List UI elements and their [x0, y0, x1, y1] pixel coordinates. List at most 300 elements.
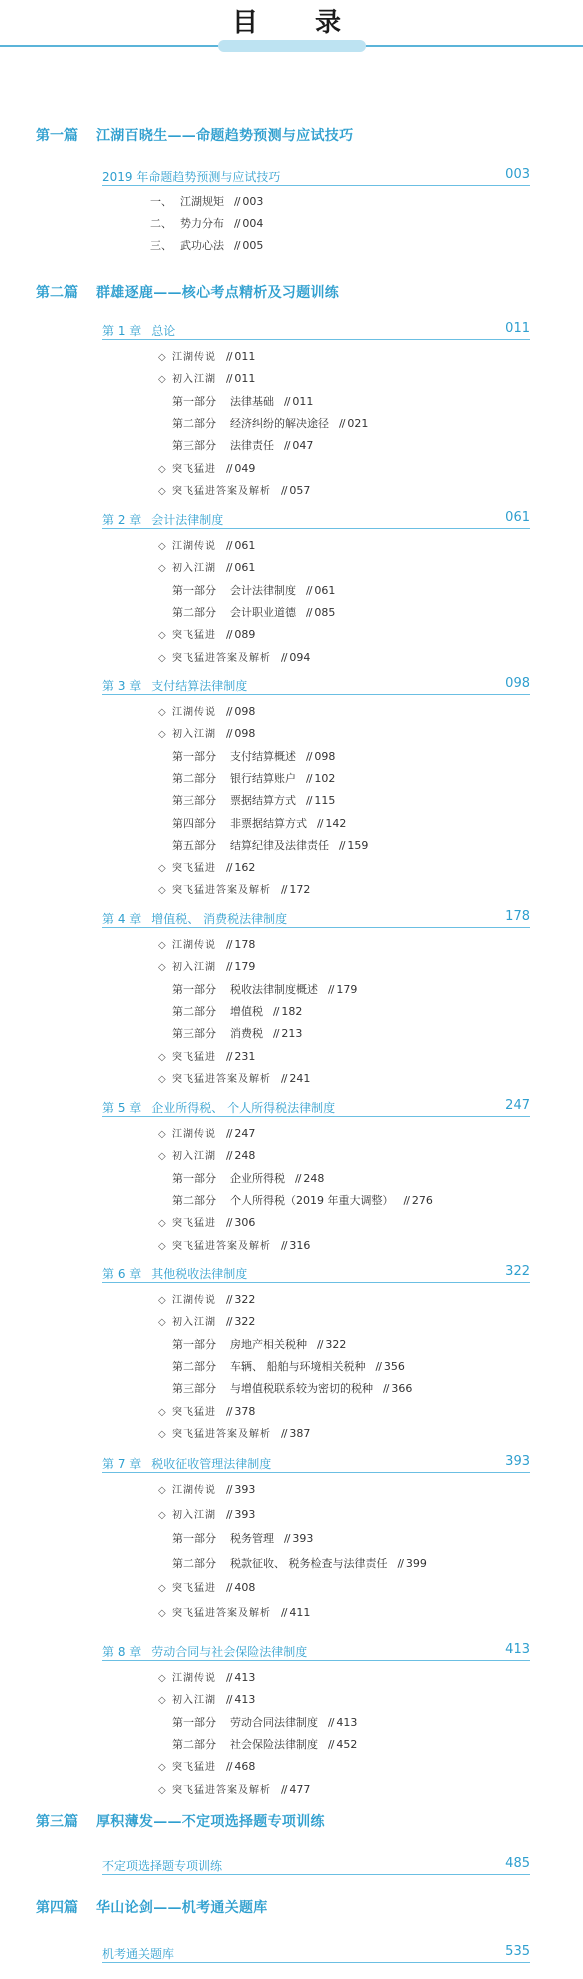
entry-title: 初入江湖	[172, 1317, 216, 1329]
toc-entry-diamond[interactable]	[158, 370, 255, 385]
diamond-icon: ◇	[158, 485, 166, 497]
toc-entry-section[interactable]	[172, 837, 368, 853]
entry-title: 增值税	[230, 1004, 263, 1018]
part-number: 第二篇	[36, 285, 78, 301]
toc-entry-diamond[interactable]	[158, 1313, 255, 1328]
section-number: 第二部分	[172, 416, 216, 430]
entry-title: 会计法律制度	[230, 583, 296, 597]
toc-entry-section[interactable]	[172, 770, 335, 786]
chapter-row[interactable]	[102, 510, 530, 529]
diamond-icon: ◇	[158, 1240, 166, 1252]
chapter-title-group	[102, 511, 223, 528]
separator: //	[403, 1193, 409, 1207]
entry-page: 061	[234, 539, 256, 552]
chapter-row[interactable]	[102, 676, 530, 695]
toc-entry-section[interactable]	[172, 1170, 324, 1186]
chapter-row[interactable]	[102, 1856, 530, 1875]
toc-entry-section[interactable]	[172, 1555, 427, 1571]
chapter-number: 第 1 章	[102, 324, 142, 338]
separator: //	[226, 1049, 232, 1063]
entry-title: 税款征收、 税务检查与法律责任	[230, 1556, 388, 1570]
chapter-page: 393	[505, 1454, 530, 1469]
entry-title: 非票据结算方式	[230, 816, 307, 830]
toc-entry-diamond[interactable]	[158, 1403, 255, 1418]
part-title: 华山论剑——机考通关题库	[96, 1900, 268, 1916]
entry-page: 098	[234, 727, 256, 741]
toc-entry-diamond[interactable]	[158, 348, 255, 363]
entry-number: 三、	[150, 239, 172, 252]
entry-title: 江湖规矩	[180, 195, 224, 208]
entry-page: 411	[289, 1605, 311, 1619]
entry-page: 356	[383, 1359, 405, 1373]
entry-page: 089	[234, 628, 256, 642]
entry-page: 061	[314, 583, 336, 597]
separator: //	[234, 195, 240, 208]
toc-entry-diamond[interactable]	[158, 859, 255, 874]
entry-page: 247	[234, 1127, 256, 1140]
separator: //	[339, 838, 345, 852]
entry-title: 突飞猛进	[172, 1762, 216, 1774]
section-number: 第二部分	[172, 605, 216, 619]
entry-title: 房地产相关税种	[230, 1337, 307, 1351]
entry-title: 江湖传说	[172, 707, 216, 718]
entry-page: 378	[234, 1404, 256, 1418]
section-number: 第一部分	[172, 982, 216, 996]
toc-entry-section[interactable]	[172, 1714, 357, 1730]
separator: //	[226, 628, 232, 642]
entry-title: 初入江湖	[172, 563, 216, 575]
chapter-title: 企业所得税、 个人所得税法律制度	[151, 1101, 336, 1115]
toc-entry-diamond[interactable]	[158, 1048, 255, 1063]
diamond-icon: ◇	[158, 1218, 166, 1230]
toc-entry-diamond[interactable]	[158, 1425, 310, 1440]
toc-entry-diamond[interactable]	[158, 1147, 255, 1162]
separator: //	[226, 1315, 232, 1329]
toc-entry-section[interactable]	[172, 815, 346, 831]
chapter-row[interactable]	[102, 1944, 530, 1963]
entry-title: 突飞猛进答案及解析	[172, 1073, 271, 1085]
entry-title: 初入江湖	[172, 374, 216, 386]
diamond-icon: ◇	[158, 630, 166, 642]
entry-page: 366	[391, 1382, 413, 1396]
diamond-icon: ◇	[158, 563, 166, 575]
separator: //	[234, 217, 240, 230]
separator: //	[226, 1483, 232, 1496]
separator: //	[226, 861, 232, 875]
separator: //	[397, 1556, 403, 1570]
section-number: 第一部分	[172, 1715, 216, 1729]
separator: //	[281, 1605, 287, 1619]
separator: //	[328, 982, 334, 996]
chapter-row[interactable]	[102, 909, 530, 928]
diamond-icon: ◇	[158, 962, 166, 974]
entry-title: 突飞猛进	[172, 463, 216, 475]
toc-entry-section[interactable]	[172, 1358, 405, 1374]
entry-title: 消费税	[230, 1027, 263, 1041]
part-title: 厚积薄发——不定项选择题专项训练	[96, 1814, 325, 1830]
diamond-icon: ◇	[158, 1428, 166, 1440]
entry-title: 票据结算方式	[230, 794, 296, 808]
section-number: 第二部分	[172, 771, 216, 785]
diamond-icon: ◇	[158, 652, 166, 664]
separator: //	[226, 1693, 232, 1707]
chapter-page: 098	[505, 676, 530, 691]
entry-title: 江湖传说	[172, 1295, 216, 1306]
entry-page: 322	[234, 1315, 256, 1329]
separator: //	[226, 1507, 232, 1521]
section-number: 第一部分	[172, 394, 216, 408]
diamond-icon: ◇	[158, 1695, 166, 1707]
part-heading[interactable]	[36, 1811, 325, 1831]
entry-title: 税务管理	[230, 1532, 274, 1545]
section-number: 第一部分	[172, 1171, 216, 1185]
entry-title: 势力分布	[180, 217, 224, 230]
entry-page: 049	[234, 461, 256, 475]
entry-title: 经济纠纷的解决途径	[230, 416, 329, 430]
toc-entry-section[interactable]	[172, 1025, 302, 1041]
section-number: 第一部分	[172, 1337, 216, 1351]
entry-title: 突飞猛进答案及解析	[172, 1240, 271, 1252]
toc-entry-diamond[interactable]	[158, 1781, 310, 1796]
toc-entry-diamond[interactable]	[158, 1579, 255, 1594]
toc-entry-diamond[interactable]	[158, 881, 310, 896]
entry-page: 213	[281, 1027, 303, 1041]
toc-entry-section[interactable]	[172, 1530, 313, 1546]
diamond-icon: ◇	[158, 1762, 166, 1774]
chapter-row[interactable]	[102, 167, 530, 186]
toc-entry-diamond[interactable]	[158, 703, 255, 718]
separator: //	[226, 1404, 232, 1418]
separator: //	[306, 605, 312, 619]
entry-title: 法律责任	[230, 439, 274, 453]
separator: //	[375, 1359, 381, 1373]
section-number: 第一部分	[172, 749, 216, 763]
entry-page: 005	[242, 239, 264, 252]
toc-entry-diamond[interactable]	[158, 1691, 255, 1706]
chapter-title: 其他税收法律制度	[151, 1267, 248, 1281]
separator: //	[306, 771, 312, 785]
entry-page: 413	[234, 1671, 256, 1684]
entry-page: 248	[234, 1149, 256, 1163]
entry-page: 276	[411, 1193, 433, 1207]
chapter-row[interactable]	[102, 1642, 530, 1661]
chapter-title-group	[102, 1643, 307, 1660]
toc-entry-diamond[interactable]	[158, 1481, 255, 1496]
toc-header	[0, 0, 583, 60]
separator: //	[226, 1127, 232, 1140]
chapter-row[interactable]	[102, 1098, 530, 1117]
toc-entry[interactable]	[150, 215, 263, 231]
chapter-page: 247	[505, 1098, 530, 1113]
chapter-row[interactable]	[102, 1264, 530, 1283]
entry-page: 241	[289, 1071, 311, 1085]
chapter-number: 第 8 章	[102, 1645, 142, 1659]
entry-page: 098	[314, 749, 336, 763]
separator: //	[281, 1782, 287, 1796]
separator: //	[226, 539, 232, 552]
chapter-number: 第 3 章	[102, 679, 142, 693]
chapter-page: 413	[505, 1642, 530, 1657]
diamond-icon: ◇	[158, 1673, 166, 1684]
section-number: 第二部分	[172, 1556, 216, 1570]
entry-title: 劳动合同法律制度	[230, 1715, 318, 1729]
toc-entry-section[interactable]	[172, 1736, 357, 1752]
diamond-icon: ◇	[158, 863, 166, 875]
separator: //	[339, 416, 345, 430]
chapter-title: 机考通关题库	[102, 1947, 175, 1961]
entry-title: 突飞猛进答案及解析	[172, 1784, 271, 1796]
entry-title: 初入江湖	[172, 962, 216, 974]
section-number: 第二部分	[172, 1004, 216, 1018]
diamond-icon: ◇	[158, 1317, 166, 1329]
separator: //	[306, 794, 312, 808]
diamond-icon: ◇	[158, 374, 166, 386]
separator: //	[328, 1737, 334, 1751]
separator: //	[226, 372, 232, 386]
entry-page: 399	[405, 1556, 427, 1570]
entry-page: 098	[234, 705, 256, 718]
entry-page: 413	[336, 1715, 358, 1729]
entry-page: 011	[292, 394, 314, 408]
toc-entry-section[interactable]	[172, 604, 335, 620]
toc-entry-diamond[interactable]	[158, 1604, 310, 1619]
part-heading[interactable]	[36, 282, 339, 302]
entry-page: 322	[234, 1293, 256, 1306]
entry-page: 248	[303, 1171, 325, 1185]
chapter-title: 2019 年命题趋势预测与应试技巧	[102, 170, 281, 184]
separator: //	[383, 1382, 389, 1396]
chapter-page: 061	[505, 510, 530, 525]
section-number: 第二部分	[172, 1359, 216, 1373]
separator: //	[226, 1293, 232, 1306]
diamond-icon: ◇	[158, 1485, 166, 1496]
toc-entry-diamond[interactable]	[158, 1758, 255, 1773]
toc-entry-section[interactable]	[172, 792, 335, 808]
entry-title: 突飞猛进答案及解析	[172, 652, 271, 664]
toc-entry-diamond[interactable]	[158, 1291, 255, 1306]
separator: //	[226, 960, 232, 974]
chapter-title-group	[102, 1455, 271, 1472]
toc-entry-diamond[interactable]	[158, 1506, 255, 1521]
header-highlight-bar	[218, 40, 366, 52]
entry-page: 306	[234, 1216, 256, 1230]
entry-title: 个人所得税（2019 年重大调整）	[230, 1193, 394, 1207]
separator: //	[317, 816, 323, 830]
entry-page: 172	[289, 883, 311, 897]
entry-page: 162	[234, 861, 256, 875]
entry-title: 与增值税联系较为密切的税种	[230, 1382, 373, 1396]
entry-page: 179	[336, 982, 358, 996]
page-title-right: 录	[315, 8, 342, 38]
chapter-number: 第 2 章	[102, 513, 142, 527]
entry-page: 179	[234, 960, 256, 974]
toc-entry-section[interactable]	[172, 1192, 433, 1208]
entry-page: 408	[234, 1581, 256, 1594]
diamond-icon: ◇	[158, 1509, 166, 1521]
separator: //	[273, 1027, 279, 1041]
toc-entry-diamond[interactable]	[158, 460, 255, 475]
entry-title: 江湖传说	[172, 940, 216, 951]
separator: //	[306, 583, 312, 597]
entry-title: 车辆、 船舶与环境相关税种	[230, 1359, 366, 1373]
separator: //	[317, 1337, 323, 1351]
entry-page: 413	[234, 1693, 256, 1707]
toc-entry-diamond[interactable]	[158, 725, 255, 740]
toc-entry-section[interactable]	[172, 981, 357, 997]
entry-page: 021	[347, 416, 369, 430]
toc-entry-diamond[interactable]	[158, 958, 255, 973]
section-number: 第二部分	[172, 1193, 216, 1207]
part-heading[interactable]	[36, 125, 353, 145]
diamond-icon: ◇	[158, 1784, 166, 1796]
entry-page: 004	[242, 217, 264, 230]
section-number: 第一部分	[172, 1532, 216, 1545]
toc-entry-diamond[interactable]	[158, 1214, 255, 1229]
chapter-page: 003	[505, 167, 530, 182]
entry-title: 突飞猛进	[172, 1051, 216, 1063]
toc-entry-section[interactable]	[172, 1003, 302, 1019]
separator: //	[226, 1216, 232, 1230]
separator: //	[226, 1671, 232, 1684]
separator: //	[226, 938, 232, 951]
toc-entry-diamond[interactable]	[158, 537, 255, 552]
chapter-row[interactable]	[102, 321, 530, 340]
toc-entry-diamond[interactable]	[158, 626, 255, 641]
entry-page: 393	[292, 1532, 314, 1545]
section-number: 第四部分	[172, 816, 216, 830]
diamond-icon: ◇	[158, 463, 166, 475]
entry-title: 企业所得税	[230, 1171, 285, 1185]
entry-title: 结算纪律及法律责任	[230, 838, 329, 852]
diamond-icon: ◇	[158, 707, 166, 718]
chapter-page: 011	[505, 321, 530, 336]
entry-title: 初入江湖	[172, 1695, 216, 1707]
separator: //	[281, 483, 287, 497]
diamond-icon: ◇	[158, 1295, 166, 1306]
chapter-number: 第 6 章	[102, 1267, 142, 1281]
entry-title: 突飞猛进	[172, 1583, 216, 1594]
entry-page: 477	[289, 1782, 311, 1796]
separator: //	[281, 1238, 287, 1252]
toc-entry-diamond[interactable]	[158, 1237, 310, 1252]
entry-title: 初入江湖	[172, 1151, 216, 1163]
toc-entry-diamond[interactable]	[158, 559, 255, 574]
diamond-icon: ◇	[158, 352, 166, 363]
entry-page: 393	[234, 1507, 256, 1521]
entry-title: 突飞猛进答案及解析	[172, 1607, 271, 1619]
separator: //	[284, 439, 290, 453]
entry-page: 057	[289, 483, 311, 497]
entry-page: 316	[289, 1238, 311, 1252]
diamond-icon: ◇	[158, 729, 166, 741]
toc-entry-diamond[interactable]	[158, 936, 255, 951]
separator: //	[226, 1149, 232, 1163]
toc-entry-diamond[interactable]	[158, 482, 310, 497]
separator: //	[226, 461, 232, 475]
chapter-title-group	[102, 322, 175, 339]
separator: //	[273, 1004, 279, 1018]
chapter-title: 支付结算法律制度	[151, 679, 248, 693]
chapter-page: 485	[505, 1856, 530, 1871]
toc-entry[interactable]	[150, 193, 263, 209]
section-number: 第三部分	[172, 794, 216, 808]
diamond-icon: ◇	[158, 1406, 166, 1418]
entry-title: 会计职业道德	[230, 605, 296, 619]
page-title-left: 目	[232, 8, 259, 38]
toc-entry-section[interactable]	[172, 582, 335, 598]
entry-title: 突飞猛进答案及解析	[172, 1428, 271, 1440]
entry-page: 182	[281, 1004, 303, 1018]
toc-entry-diamond[interactable]	[158, 1070, 310, 1085]
toc-entry-diamond[interactable]	[158, 1669, 255, 1684]
diamond-icon: ◇	[158, 1051, 166, 1063]
entry-page: 452	[336, 1737, 358, 1751]
diamond-icon: ◇	[158, 1151, 166, 1163]
chapter-title: 劳动合同与社会保险法律制度	[151, 1645, 308, 1659]
entry-title: 江湖传说	[172, 352, 216, 363]
part-title: 群雄逐鹿——核心考点精析及习题训练	[96, 285, 340, 301]
entry-page: 387	[289, 1426, 311, 1440]
part-number: 第四篇	[36, 1900, 78, 1916]
entry-title: 江湖传说	[172, 1673, 216, 1684]
toc-entry-section[interactable]	[172, 1336, 346, 1352]
diamond-icon: ◇	[158, 1073, 166, 1085]
entry-page: 393	[234, 1483, 256, 1496]
entry-title: 税收法律制度概述	[230, 982, 318, 996]
separator: //	[226, 350, 232, 363]
separator: //	[234, 239, 240, 252]
entry-title: 江湖传说	[172, 1129, 216, 1140]
entry-page: 102	[314, 771, 336, 785]
section-number: 第三部分	[172, 1382, 216, 1396]
separator: //	[328, 1715, 334, 1729]
entry-title: 武功心法	[180, 239, 224, 252]
chapter-row[interactable]	[102, 1454, 530, 1473]
entry-title: 支付结算概述	[230, 749, 296, 763]
toc-entry[interactable]	[150, 237, 263, 253]
separator: //	[281, 883, 287, 897]
entry-page: 061	[234, 561, 256, 575]
toc-entry-diamond[interactable]	[158, 649, 310, 664]
toc-entry-section[interactable]	[172, 415, 368, 431]
entry-page: 011	[234, 350, 256, 363]
separator: //	[226, 561, 232, 575]
entry-title: 初入江湖	[172, 729, 216, 741]
entry-title: 突飞猛进答案及解析	[172, 485, 271, 497]
toc-entry-section[interactable]	[172, 437, 313, 453]
section-number: 第三部分	[172, 439, 216, 453]
chapter-title-group	[102, 1099, 335, 1116]
entry-title: 突飞猛进	[172, 630, 216, 642]
entry-page: 468	[234, 1760, 256, 1774]
entry-page: 178	[234, 938, 256, 951]
toc-entry-section[interactable]	[172, 1380, 412, 1396]
toc-entry-section[interactable]	[172, 393, 313, 409]
entry-page: 159	[347, 838, 369, 852]
entry-page: 231	[234, 1049, 256, 1063]
separator: //	[281, 650, 287, 664]
part-heading[interactable]	[36, 1897, 268, 1917]
entry-title: 突飞猛进	[172, 863, 216, 875]
entry-title: 突飞猛进答案及解析	[172, 885, 271, 897]
chapter-page: 535	[505, 1944, 530, 1959]
toc-entry-section[interactable]	[172, 748, 335, 764]
section-number: 第三部分	[172, 1027, 216, 1041]
toc-entry-diamond[interactable]	[158, 1125, 255, 1140]
part-number: 第三篇	[36, 1814, 78, 1830]
entry-title: 银行结算账户	[230, 771, 296, 785]
entry-number: 二、	[150, 217, 172, 230]
